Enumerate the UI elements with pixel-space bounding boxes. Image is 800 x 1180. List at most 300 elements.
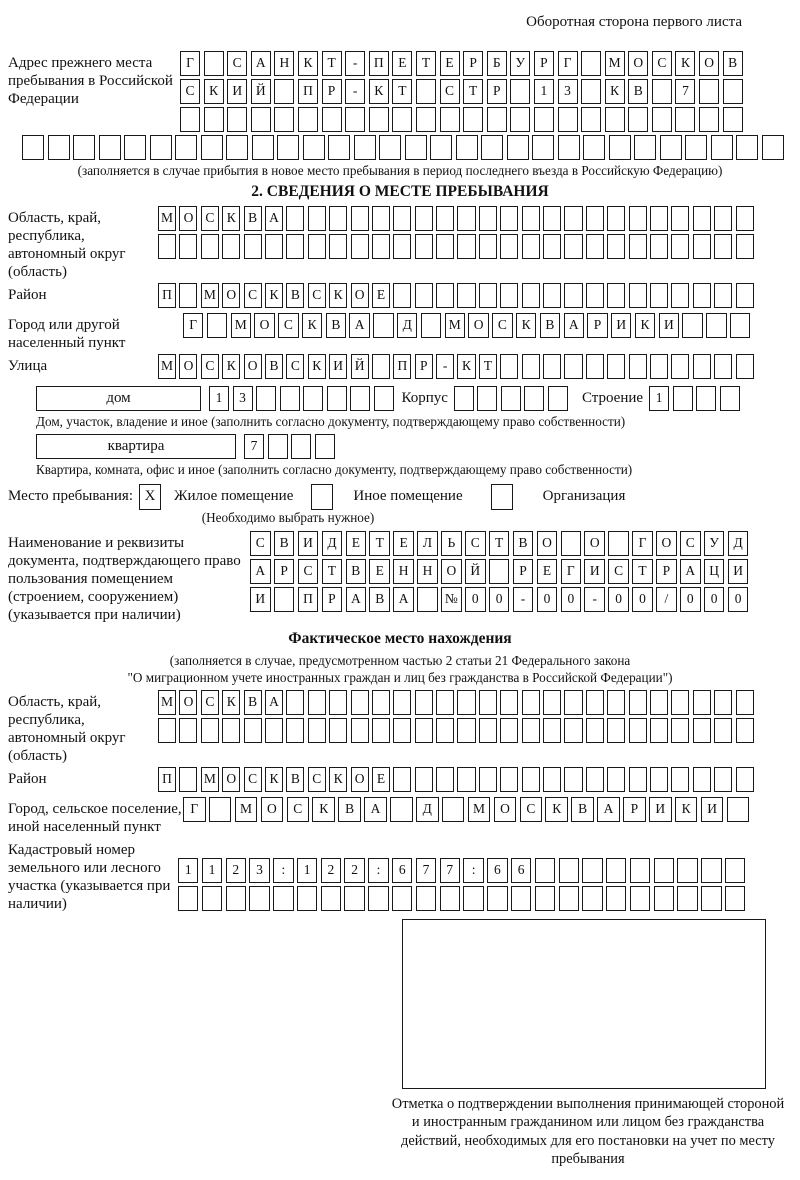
char-cell: Д — [322, 531, 343, 556]
char-cell — [179, 767, 197, 792]
char-cell — [564, 234, 582, 259]
char-cell: 3 — [249, 858, 269, 883]
char-cell — [693, 767, 711, 792]
district-label: Район — [8, 286, 47, 303]
char-cell: В — [571, 797, 594, 822]
cadastral-field — [8, 838, 792, 914]
actual-city-row — [183, 797, 749, 822]
char-cell — [436, 690, 454, 715]
char-cell — [714, 354, 732, 379]
char-cell — [463, 886, 483, 911]
char-cell — [736, 283, 754, 308]
char-cell — [736, 354, 754, 379]
char-cell — [479, 283, 497, 308]
char-cell — [736, 718, 754, 743]
actual-city-label: Город, сельское поселение, иной населенный пункт — [8, 801, 182, 835]
char-cell: М — [201, 283, 219, 308]
char-cell: Р — [322, 79, 342, 104]
char-cell: В — [338, 797, 361, 822]
char-cell — [522, 206, 540, 231]
char-cell — [607, 206, 625, 231]
char-cell — [368, 886, 388, 911]
char-cell — [291, 434, 311, 459]
char-cell: 1 — [297, 858, 317, 883]
char-cell: Р — [415, 354, 433, 379]
char-cell: И — [649, 797, 672, 822]
char-cell: Р — [274, 559, 295, 584]
char-cell: Е — [369, 559, 390, 584]
document-cells — [250, 531, 748, 615]
char-cell: К — [516, 313, 536, 338]
char-cell — [671, 767, 689, 792]
char-cell: 2 — [344, 858, 364, 883]
char-cell: № — [441, 587, 462, 612]
char-cell: О — [584, 531, 605, 556]
char-cell — [714, 234, 732, 259]
char-cell: Т — [392, 79, 412, 104]
char-cell: А — [393, 587, 414, 612]
char-cell: О — [244, 354, 262, 379]
char-cell — [693, 354, 711, 379]
char-cell: С — [287, 797, 310, 822]
char-cell — [671, 690, 689, 715]
char-cell — [608, 531, 629, 556]
char-cell: : — [463, 858, 483, 883]
char-cell — [650, 690, 668, 715]
char-cell — [124, 135, 146, 160]
char-cell: М — [605, 51, 625, 76]
char-cell — [273, 886, 293, 911]
char-cell — [179, 283, 197, 308]
char-cell — [629, 354, 647, 379]
char-cell — [693, 718, 711, 743]
char-cell: О — [656, 531, 677, 556]
char-cell: О — [351, 283, 369, 308]
char-cell: Т — [416, 51, 436, 76]
char-cell — [634, 135, 656, 160]
char-cell — [607, 234, 625, 259]
char-cell — [308, 718, 326, 743]
char-cell — [607, 690, 625, 715]
actual-location-note-2: "О миграционном учете иностранных граждан и лиц без гражданства в Российской Федерации") — [127, 669, 673, 685]
char-cell: 7 — [244, 434, 264, 459]
char-cell: С — [465, 531, 486, 556]
char-cell — [329, 690, 347, 715]
char-cell: 0 — [728, 587, 749, 612]
char-cell: А — [364, 797, 387, 822]
char-cell — [699, 79, 719, 104]
char-cell — [629, 283, 647, 308]
region-row-2 — [158, 234, 754, 259]
char-cell — [457, 206, 475, 231]
char-cell: 0 — [680, 587, 701, 612]
char-cell — [463, 107, 483, 132]
actual-location-note-1: (заполняется в случае, предусмотренном частью 2 статьи 21 Федерального закона — [169, 653, 631, 668]
char-cell: - — [513, 587, 534, 612]
char-cell — [510, 79, 530, 104]
char-cell — [500, 767, 518, 792]
char-cell — [327, 386, 347, 411]
actual-region-row-2 — [158, 718, 754, 743]
char-cell: И — [611, 313, 631, 338]
char-cell — [286, 206, 304, 231]
char-cell — [701, 858, 721, 883]
char-cell — [99, 135, 121, 160]
actual-region-label: Область, край, республика, автономный округ (область) — [8, 694, 126, 764]
char-cell — [374, 386, 394, 411]
char-cell — [561, 531, 582, 556]
document-row-1 — [250, 531, 748, 556]
char-cell — [329, 718, 347, 743]
char-cell: - — [436, 354, 454, 379]
char-cell — [256, 386, 276, 411]
char-cell — [430, 135, 452, 160]
char-cell — [48, 135, 70, 160]
char-cell: С — [180, 79, 200, 104]
char-cell — [436, 206, 454, 231]
char-cell: С — [244, 767, 262, 792]
char-cell — [730, 313, 750, 338]
char-cell — [179, 234, 197, 259]
char-cell — [607, 354, 625, 379]
char-cell — [605, 107, 625, 132]
char-cell: К — [298, 51, 318, 76]
char-cell — [179, 718, 197, 743]
stroenie-cells — [649, 386, 740, 411]
char-cell: 0 — [465, 587, 486, 612]
stay-type-option-other: Иное помещение — [353, 488, 463, 504]
char-cell — [392, 107, 412, 132]
char-cell: Б — [487, 51, 507, 76]
char-cell — [629, 206, 647, 231]
stay-type-option-organization: Организация — [542, 488, 626, 504]
char-cell: Е — [346, 531, 367, 556]
char-cell — [564, 690, 582, 715]
char-cell: Т — [322, 51, 342, 76]
char-cell — [372, 718, 390, 743]
char-cell — [736, 234, 754, 259]
char-cell: О — [179, 206, 197, 231]
prev-address-cells — [180, 51, 743, 135]
char-cell — [511, 886, 531, 911]
char-cell: М — [158, 354, 176, 379]
char-cell — [457, 690, 475, 715]
char-cell — [671, 354, 689, 379]
prev-address-note: (заполняется в случае прибытия в новое место пребывания в период последнего въезда в Российскую Федерацию) — [77, 163, 723, 178]
char-cell: 7 — [440, 858, 460, 883]
char-cell — [226, 886, 246, 911]
char-cell: Н — [274, 51, 294, 76]
char-cell: : — [368, 858, 388, 883]
char-cell: 0 — [608, 587, 629, 612]
char-cell — [535, 886, 555, 911]
char-cell: В — [628, 79, 648, 104]
char-cell: В — [346, 559, 367, 584]
char-cell: О — [222, 767, 240, 792]
char-cell: А — [597, 797, 620, 822]
char-cell — [628, 107, 648, 132]
char-cell — [650, 283, 668, 308]
char-cell — [501, 386, 521, 411]
char-cell: О — [699, 51, 719, 76]
char-cell: Г — [180, 51, 200, 76]
char-cell: И — [728, 559, 749, 584]
char-cell — [329, 234, 347, 259]
char-cell: - — [345, 51, 365, 76]
char-cell — [393, 767, 411, 792]
char-cell: 1 — [649, 386, 669, 411]
char-cell — [671, 283, 689, 308]
apartment-note: Квартира, комната, офис и иное (заполнить согласно документу, подтверждающему право собственности) — [36, 462, 633, 477]
char-cell — [510, 107, 530, 132]
char-cell: 7 — [416, 858, 436, 883]
char-cell: О — [179, 354, 197, 379]
prev-address-block — [8, 51, 792, 135]
char-cell — [581, 51, 601, 76]
char-cell — [736, 767, 754, 792]
char-cell: И — [298, 531, 319, 556]
char-cell — [286, 234, 304, 259]
prev-address-row-1 — [180, 51, 743, 76]
char-cell — [201, 234, 219, 259]
char-cell — [372, 354, 390, 379]
char-cell: А — [251, 51, 271, 76]
char-cell — [415, 283, 433, 308]
char-cell — [725, 858, 745, 883]
char-cell — [393, 206, 411, 231]
page-side-note: Оборотная сторона первого листа — [526, 14, 742, 30]
char-cell — [630, 858, 650, 883]
prev-address-row-3 — [180, 107, 743, 132]
char-cell: В — [286, 767, 304, 792]
char-cell: А — [250, 559, 271, 584]
char-cell — [442, 797, 465, 822]
char-cell: В — [540, 313, 560, 338]
char-cell: Е — [372, 283, 390, 308]
confirmation-note: Отметка о подтверждении выполнения принимающей стороной и иностранным гражданином или лицом без гражданства действий, необходимых для его постановки на учет по месту пребывания — [391, 1096, 785, 1168]
char-cell — [479, 767, 497, 792]
char-cell: В — [265, 354, 283, 379]
char-cell: С — [227, 51, 247, 76]
char-cell — [564, 718, 582, 743]
apartment-cells — [244, 434, 335, 459]
char-cell: 6 — [511, 858, 531, 883]
char-cell: 3 — [558, 79, 578, 104]
apartment-row — [36, 434, 792, 462]
char-cell: К — [222, 690, 240, 715]
char-cell — [522, 690, 540, 715]
confirmation-block — [388, 919, 788, 1169]
char-cell — [204, 51, 224, 76]
char-cell: Н — [417, 559, 438, 584]
char-cell — [405, 135, 427, 160]
char-cell — [586, 234, 604, 259]
char-cell: 2 — [321, 858, 341, 883]
char-cell: Р — [587, 313, 607, 338]
char-cell: С — [680, 531, 701, 556]
char-cell — [417, 587, 438, 612]
char-cell — [586, 283, 604, 308]
char-cell: Р — [513, 559, 534, 584]
char-cell — [500, 354, 518, 379]
char-cell — [564, 283, 582, 308]
char-cell: А — [564, 313, 584, 338]
char-cell: С — [201, 690, 219, 715]
char-cell — [479, 718, 497, 743]
char-cell: М — [445, 313, 465, 338]
stay-type-checkbox-other — [311, 484, 333, 510]
district-row — [158, 283, 754, 308]
char-cell — [175, 135, 197, 160]
stay-type-checkbox-dwelling: X — [139, 484, 161, 510]
char-cell — [723, 79, 743, 104]
char-cell — [500, 718, 518, 743]
char-cell: К — [605, 79, 625, 104]
house-cells — [209, 386, 394, 411]
char-cell: Д — [416, 797, 439, 822]
char-cell: О — [494, 797, 517, 822]
char-cell — [22, 135, 44, 160]
char-cell — [673, 386, 693, 411]
char-cell — [372, 234, 390, 259]
char-cell — [727, 797, 750, 822]
char-cell — [677, 886, 697, 911]
char-cell — [543, 690, 561, 715]
char-cell — [650, 718, 668, 743]
actual-district-label: Район — [8, 771, 47, 787]
char-cell — [609, 135, 631, 160]
char-cell: О — [261, 797, 284, 822]
street-row — [158, 354, 754, 379]
cadastral-row-2 — [178, 886, 745, 911]
char-cell: В — [286, 283, 304, 308]
char-cell — [456, 135, 478, 160]
char-cell — [477, 386, 497, 411]
char-cell: К — [302, 313, 322, 338]
char-cell: С — [244, 283, 262, 308]
char-cell — [73, 135, 95, 160]
char-cell — [699, 107, 719, 132]
char-cell — [736, 690, 754, 715]
char-cell: Р — [322, 587, 343, 612]
stay-type-label: Место пребывания: — [8, 488, 133, 504]
char-cell — [630, 886, 650, 911]
char-cell: К — [457, 354, 475, 379]
char-cell: К — [329, 767, 347, 792]
char-cell — [693, 283, 711, 308]
region-cells — [158, 206, 754, 262]
char-cell: О — [628, 51, 648, 76]
char-cell — [393, 283, 411, 308]
char-cell: Н — [393, 559, 414, 584]
char-cell: У — [704, 531, 725, 556]
char-cell — [440, 107, 460, 132]
char-cell — [629, 690, 647, 715]
char-cell: О — [254, 313, 274, 338]
char-cell — [606, 858, 626, 883]
char-cell: Т — [322, 559, 343, 584]
char-cell: О — [222, 283, 240, 308]
char-cell: К — [312, 797, 335, 822]
char-cell — [303, 135, 325, 160]
apartment-box: квартира — [36, 434, 236, 459]
char-cell: Л — [417, 531, 438, 556]
street-label: Улица — [8, 357, 48, 374]
char-cell — [720, 386, 740, 411]
house-box: дом — [36, 386, 201, 411]
char-cell — [351, 206, 369, 231]
char-cell: : — [273, 858, 293, 883]
char-cell: И — [329, 354, 347, 379]
cadastral-cells — [178, 838, 745, 914]
char-cell — [415, 690, 433, 715]
char-cell — [586, 206, 604, 231]
char-cell — [286, 718, 304, 743]
char-cell — [522, 767, 540, 792]
char-cell — [457, 767, 475, 792]
char-cell: 6 — [392, 858, 412, 883]
char-cell — [652, 107, 672, 132]
house-row — [36, 386, 792, 414]
char-cell — [286, 690, 304, 715]
char-cell — [158, 718, 176, 743]
stay-type-checkbox-organization — [491, 484, 513, 510]
char-cell — [582, 886, 602, 911]
char-cell — [421, 313, 441, 338]
char-cell — [581, 79, 601, 104]
char-cell: Й — [465, 559, 486, 584]
char-cell: Р — [534, 51, 554, 76]
char-cell — [244, 234, 262, 259]
char-cell — [586, 767, 604, 792]
char-cell: А — [265, 206, 283, 231]
char-cell: И — [227, 79, 247, 104]
char-cell — [671, 206, 689, 231]
document-label: Наименование и реквизиты документа, подтверждающего право пользования помещением (строением, сооружением) (указывается при наличии) — [8, 535, 241, 623]
char-cell — [535, 858, 555, 883]
char-cell: С — [608, 559, 629, 584]
char-cell — [706, 313, 726, 338]
char-cell: 0 — [537, 587, 558, 612]
cadastral-row-1 — [178, 858, 745, 883]
char-cell — [762, 135, 784, 160]
stay-type-note: (Необходимо выбрать нужное) — [201, 509, 375, 525]
char-cell — [714, 718, 732, 743]
char-cell: М — [201, 767, 219, 792]
char-cell — [558, 135, 580, 160]
char-cell — [373, 313, 393, 338]
char-cell — [522, 354, 540, 379]
char-cell — [201, 718, 219, 743]
char-cell: К — [369, 79, 389, 104]
char-cell: А — [680, 559, 701, 584]
char-cell — [158, 234, 176, 259]
char-cell — [252, 135, 274, 160]
char-cell: К — [675, 51, 695, 76]
char-cell — [558, 107, 578, 132]
char-cell — [543, 354, 561, 379]
char-cell — [671, 234, 689, 259]
char-cell — [308, 690, 326, 715]
actual-city-field — [8, 797, 792, 836]
char-cell — [507, 135, 529, 160]
char-cell — [150, 135, 172, 160]
char-cell — [693, 234, 711, 259]
char-cell — [582, 858, 602, 883]
char-cell — [415, 718, 433, 743]
char-cell — [543, 718, 561, 743]
char-cell: П — [158, 767, 176, 792]
